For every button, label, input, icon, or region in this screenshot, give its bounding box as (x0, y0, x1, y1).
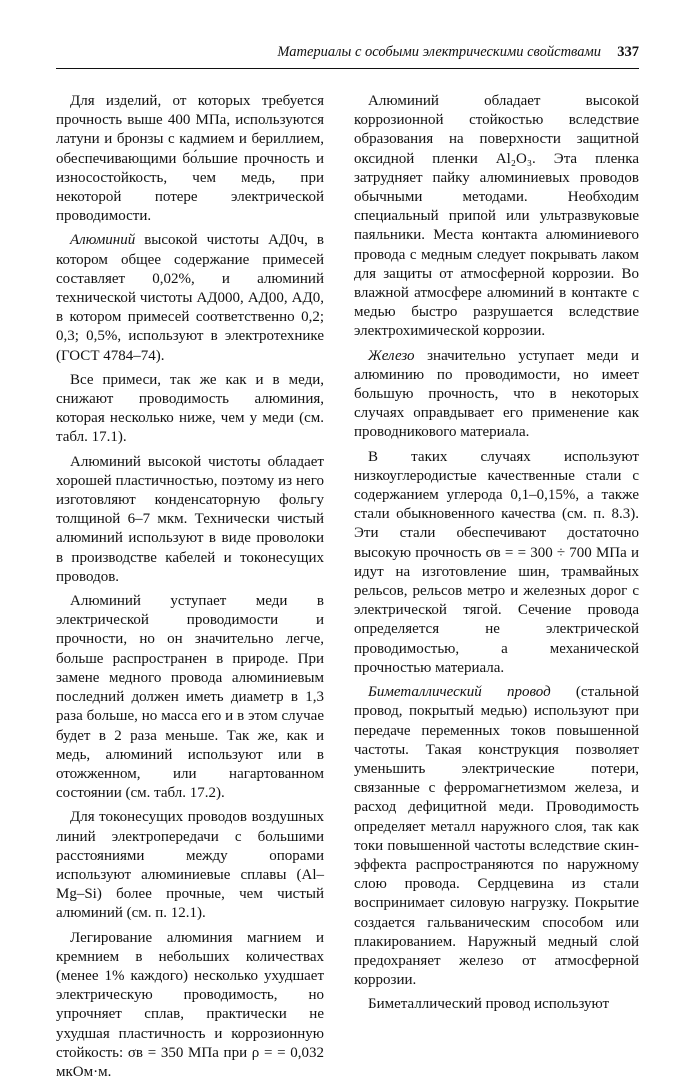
paragraph: Алюминий обладает высокой коррозионной стойкостью вследствие образования на поверхности защитной оксидной пленки Al₂O₃. Эта пленка затрудняет пайку алюминиевых проводов обычными методами. Необходим специальный припой или ультразвуковые паяльники. Места контакта алюминиевого провода с медным следует покрывать лаком для защиты от атмосферной коррозии. Во влажной атмосфере алюминий в контакте с медью быстро разрушается вследствие электрохимической коррозии. (354, 93, 639, 340)
term-iron: Железо (368, 347, 415, 364)
left-column (56, 92, 324, 1087)
page-number: 337 (617, 44, 639, 60)
header-rule (56, 68, 639, 69)
page-header (56, 44, 639, 66)
paragraph: Для изделий, от которых требуется прочность выше 400 МПа, используются латуни и бронзы с кадмием и бериллием, обеспечивающими бо́льшие прочность и износостойкость, чем медь, при некоторой потере электрической проводимости. (56, 93, 324, 225)
paragraph: Алюминий высокой чистоты обладает хорошей пластичностью, поэтому из него изготовляют конденсаторную фольгу толщиной 6–7 мкм. Технически чистый алюминий используют в виде проволоки в производстве кабелей и токонесущих проводов. (56, 453, 324, 585)
paragraph: Железо значительно уступает меди и алюминию по проводимости, но имеет большую прочность, что в некоторых случаях оправдывает его применение как проводникового материала. (354, 347, 639, 441)
right-column (354, 92, 639, 1020)
paragraph: Алюминий уступает меди в электрической проводимости и прочности, но он значительно легче, больше распространен в природе. При замене медного провода алюминиевым последний должен иметь диаметр в 1,3 раза больше, но масса его и в этом случае будет в 2 раза меньше. Так же, как и медь, алюминий используют или в отожженном, или нагартованном состоянии (см. табл. 17.2). (56, 593, 324, 802)
paragraph: Биметаллический провод (стальной провод, покрытый медью) используют при передаче переменных токов повышенной частоты. Такая конструкция позволяет уменьшить электрические потери, связанные с ферромагнетизмом железа, и расход дефицитной меди. Проводимость определяет металл наружного слоя, так как токи повышенной частоты вследствие скин-эффекта распространяются по наружному слою провода. Сердцевина из стали воспринимает силовую нагрузку. Покрытие создается гальваническим способом или плакированием. Наружный медный слой предохраняет железо от атмосферной коррозии. (354, 684, 639, 989)
paragraph: Алюминий высокой чистоты АД0ч, в котором общее содержание примесей составляет 0,02%, и алюминий технической чистоты АД000, АД00, АД0, в котором примесей соответственно 0,2; 0,3; 0,5%, используют в электротехнике (ГОСТ 4784–74). (56, 232, 324, 364)
paragraph: Все примеси, так же как и в меди, снижают проводимость алюминия, которая несколько ниже, чем у меди (см. табл. 17.1). (56, 371, 324, 446)
paragraph: Для токонесущих проводов воздушных линий электропередачи с большими расстояниями между опорами используют алюминиевые сплавы (Al–Mg–Si) более прочные, чем чистый алюминий (см. п. 12.1). (56, 809, 324, 922)
paragraph: Легирование алюминия магнием и кремнием в небольших количествах (менее 1% каждого) несколько ухудшает электрическую проводимость, но упрочняет сплав, практически не ухудшая пластичность и коррозионную стойкость: σв = 350 МПа при ρ = = 0,032 мкОм·м. (56, 929, 324, 1080)
term-bimetallic-wire: Биметаллический провод (368, 684, 551, 701)
paragraph: В таких случаях используют низкоуглеродистые качественные стали с содержанием углерода 0,1–0,15%, а также стали обыкновенного качества (см. п. 8.3). Эти стали обеспечивают достаточно высокую прочность σв = = 300 ÷ 700 МПа и идут на изготовление шин, трамвайных рельсов, рельсов метро и железных дорог с электрической тягой. Сечение провода определяется не электрической проводимостью, а механической прочностью материала. (354, 448, 639, 676)
running-title: Материалы с особыми электрическими свойствами (277, 44, 601, 60)
paragraph: Биметаллический провод используют (368, 996, 610, 1013)
term-aluminium: Алюминий (70, 232, 136, 249)
